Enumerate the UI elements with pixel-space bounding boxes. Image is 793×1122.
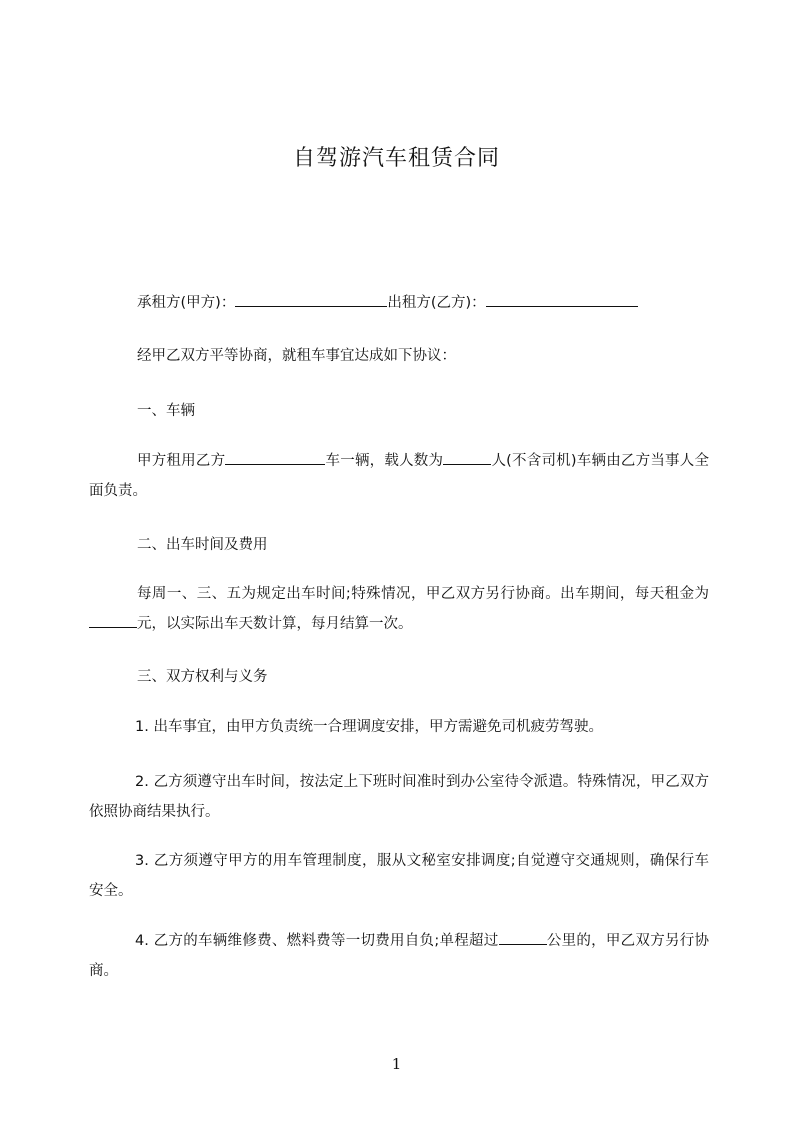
lessee-blank[interactable] — [235, 292, 387, 307]
lessor-label: 出租方(乙方)： — [387, 295, 486, 311]
vehicle-blank[interactable] — [225, 450, 325, 465]
item-4-text-b: 公里的，甲乙双方另行协商。 — [89, 933, 710, 979]
document-title: 自驾游汽车租赁合同 — [292, 146, 500, 171]
intro-text: 经甲乙双方平等协商，就租车事宜达成如下协议： — [137, 348, 456, 364]
section-3-item-1 — [89, 712, 709, 742]
parties-line — [137, 291, 638, 312]
section-2-paragraph — [89, 579, 709, 639]
distance-blank[interactable] — [499, 930, 547, 945]
section-1-paragraph — [89, 446, 709, 506]
lessee-label: 承租方(甲方)： — [137, 295, 236, 311]
page-number: 1 — [391, 1055, 402, 1073]
passenger-count-blank[interactable] — [443, 450, 491, 465]
section-3-item-2 — [89, 767, 709, 827]
item-3-text: 3. 乙方须遵守甲方的用车管理制度，服从文秘室安排调度;自觉遵守交通规则，确保行车安全。 — [89, 853, 709, 899]
section-3-item-3 — [89, 846, 709, 906]
item-4-text-a: 4. 乙方的车辆维修费、燃料费等一切费用自负;单程超过 — [135, 933, 499, 949]
s2-text-a: 每周一、三、五为规定出车时间;特殊情况，甲乙双方另行协商。出车期间，每天租金为 — [137, 586, 709, 602]
daily-rent-blank[interactable] — [89, 613, 137, 628]
lessor-blank[interactable] — [486, 292, 638, 307]
s2-text-b: 元，以实际出车天数计算，每月结算一次。 — [137, 616, 413, 632]
s1-text-c: 人(不含司机)车辆由乙方当事人全面负责。 — [89, 453, 709, 499]
item-2-text: 2. 乙方须遵守出车时间，按法定上下班时间准时到办公室待令派遣。特殊情况，甲乙双方依照协商结果执行。 — [89, 774, 709, 820]
section-2-heading: 二、出车时间及费用 — [137, 537, 268, 553]
section-3-item-4 — [89, 926, 709, 986]
section-1-heading: 一、车辆 — [137, 403, 195, 419]
s1-text-b: 车一辆，载人数为 — [325, 453, 444, 469]
item-1-text: 1. 出车事宜，由甲方负责统一合理调度安排，甲方需避免司机疲劳驾驶。 — [135, 719, 603, 735]
s1-text-a: 甲方租用乙方 — [137, 453, 226, 469]
section-3-heading: 三、双方权利与义务 — [137, 669, 268, 685]
